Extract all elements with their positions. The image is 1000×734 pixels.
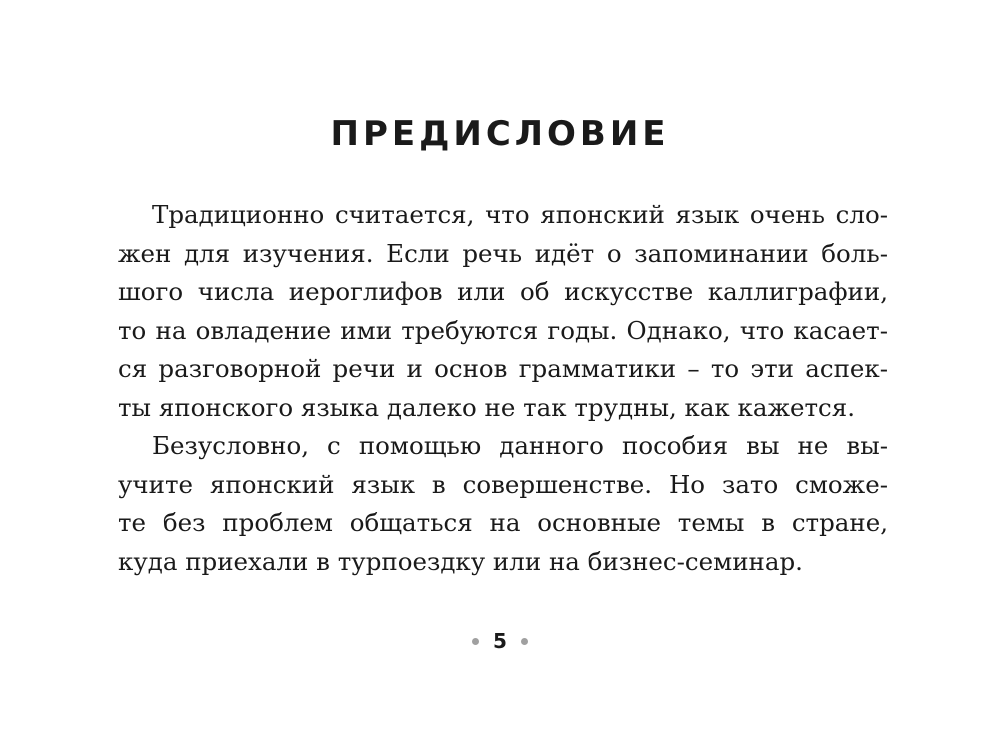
page-footer bbox=[0, 624, 1000, 658]
bullet-dot-icon bbox=[472, 638, 479, 645]
bullet-dot-icon bbox=[521, 638, 528, 645]
text-line: те без проблем общаться на основные темы в стране, bbox=[118, 508, 888, 537]
text-line: учите японский язык в совершенстве. Но зато сможе- bbox=[118, 469, 888, 499]
section-heading: ПРЕДИСЛОВИЕ bbox=[330, 114, 670, 154]
text-line: шого числа иероглифов или об искусстве каллиграфии, bbox=[118, 277, 888, 306]
paragraph-2 bbox=[118, 427, 888, 581]
text-line: куда приехали в турпоездку или на бизнес-семинар. bbox=[118, 546, 803, 576]
paragraph-1 bbox=[118, 196, 888, 427]
text-line: то на овладение ими требуются годы. Однако, что касает- bbox=[118, 315, 888, 345]
text-line: Традиционно считается, что японский язык очень сло- bbox=[152, 200, 888, 229]
text-line: ся разговорной речи и основ грамматики – то эти аспек- bbox=[118, 354, 888, 383]
page-number: 5 bbox=[493, 629, 507, 653]
text-line: Безусловно, с помощью данного пособия вы не вы- bbox=[152, 431, 888, 460]
preface-text bbox=[118, 196, 888, 581]
text-line: жен для изучения. Если речь идёт о запоминании боль- bbox=[118, 238, 888, 268]
text-line: ты японского языка далеко не так трудны, как кажется. bbox=[118, 392, 856, 422]
